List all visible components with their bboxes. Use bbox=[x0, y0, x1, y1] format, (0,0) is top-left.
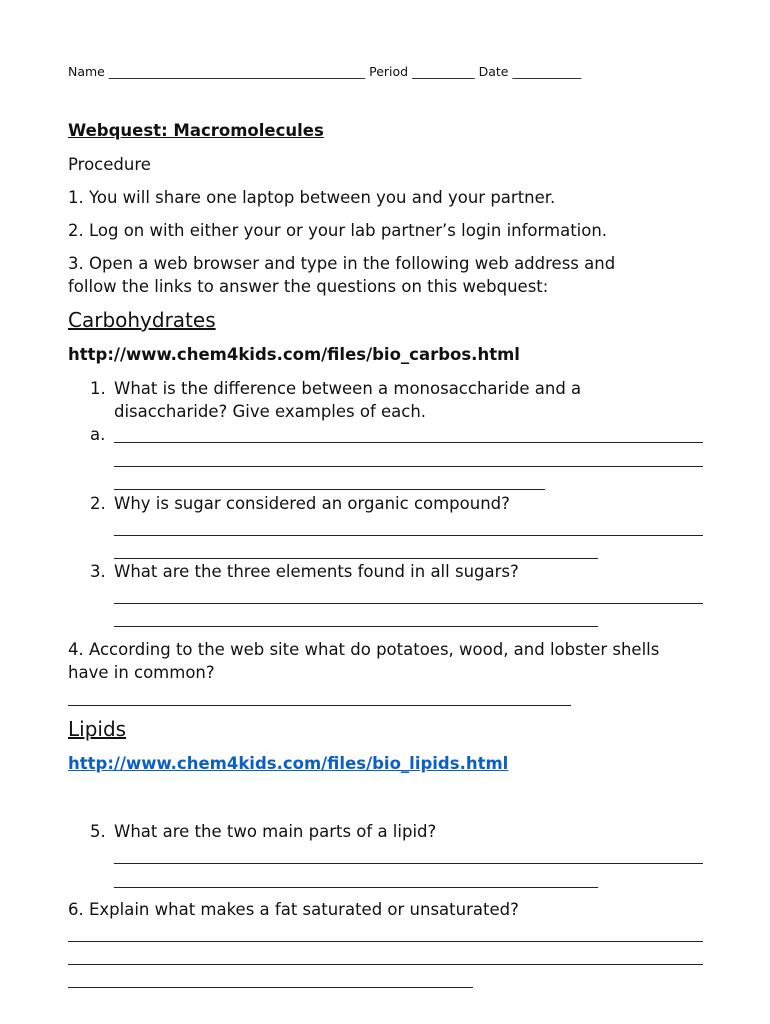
name-blank[interactable]: _________________________________________ bbox=[108, 64, 366, 79]
question-1-text: What is the difference between a monosaccharide and a bbox=[114, 379, 582, 398]
answer-line[interactable] bbox=[114, 489, 545, 490]
procedure-step-3: 3. Open a web browser and type in the following web address and bbox=[68, 254, 616, 273]
procedure-step-2: 2. Log on with either your or your lab partner’s login information. bbox=[68, 221, 608, 240]
date-blank[interactable]: ___________ bbox=[512, 64, 582, 79]
answer-line[interactable] bbox=[114, 535, 703, 536]
lipids-heading: Lipids bbox=[68, 717, 127, 741]
question-3-text: What are the three elements found in all sugars? bbox=[114, 562, 519, 581]
document-title: Webquest: Macromolecules bbox=[68, 121, 324, 140]
procedure-step-1: 1. You will share one laptop between you and your partner. bbox=[68, 188, 556, 207]
question-6-text: 6. Explain what makes a fat saturated or unsaturated? bbox=[68, 900, 519, 919]
question-3-number: 3. bbox=[90, 562, 106, 581]
period-label: Period bbox=[369, 64, 409, 79]
answer-line[interactable] bbox=[68, 941, 703, 942]
answer-line[interactable] bbox=[68, 705, 571, 706]
answer-line[interactable] bbox=[68, 964, 703, 965]
question-4-text-cont: have in common? bbox=[68, 663, 215, 682]
answer-line[interactable] bbox=[114, 863, 703, 864]
procedure-heading: Procedure bbox=[68, 155, 151, 174]
question-1-number: 1. bbox=[90, 379, 106, 398]
answer-line[interactable] bbox=[114, 466, 703, 467]
carbohydrates-url: http://www.chem4kids.com/files/bio_carbos.html bbox=[68, 345, 520, 364]
lipids-link[interactable]: http://www.chem4kids.com/files/bio_lipids.html bbox=[68, 754, 509, 773]
name-label: Name bbox=[68, 64, 105, 79]
lipids-url bbox=[68, 754, 508, 773]
question-2-number: 2. bbox=[90, 494, 106, 513]
answer-line[interactable] bbox=[114, 442, 703, 443]
answer-line[interactable] bbox=[114, 558, 598, 559]
answer-line[interactable] bbox=[68, 987, 473, 988]
question-5-number: 5. bbox=[90, 822, 106, 841]
question-1-text-cont: disaccharide? Give examples of each. bbox=[114, 402, 427, 421]
period-blank[interactable]: __________ bbox=[412, 64, 475, 79]
question-4-text: 4. According to the web site what do potatoes, wood, and lobster shells bbox=[68, 640, 660, 659]
procedure-step-3-cont: follow the links to answer the questions on this webquest: bbox=[68, 277, 549, 296]
question-1-sub-label: a. bbox=[90, 425, 106, 444]
question-2-text: Why is sugar considered an organic compound? bbox=[114, 494, 510, 513]
header-line bbox=[68, 64, 581, 79]
carbohydrates-heading: Carbohydrates bbox=[68, 308, 216, 332]
answer-line[interactable] bbox=[114, 887, 598, 888]
question-5-text: What are the two main parts of a lipid? bbox=[114, 822, 437, 841]
date-label: Date bbox=[478, 64, 509, 79]
answer-line[interactable] bbox=[114, 603, 703, 604]
answer-line[interactable] bbox=[114, 626, 598, 627]
